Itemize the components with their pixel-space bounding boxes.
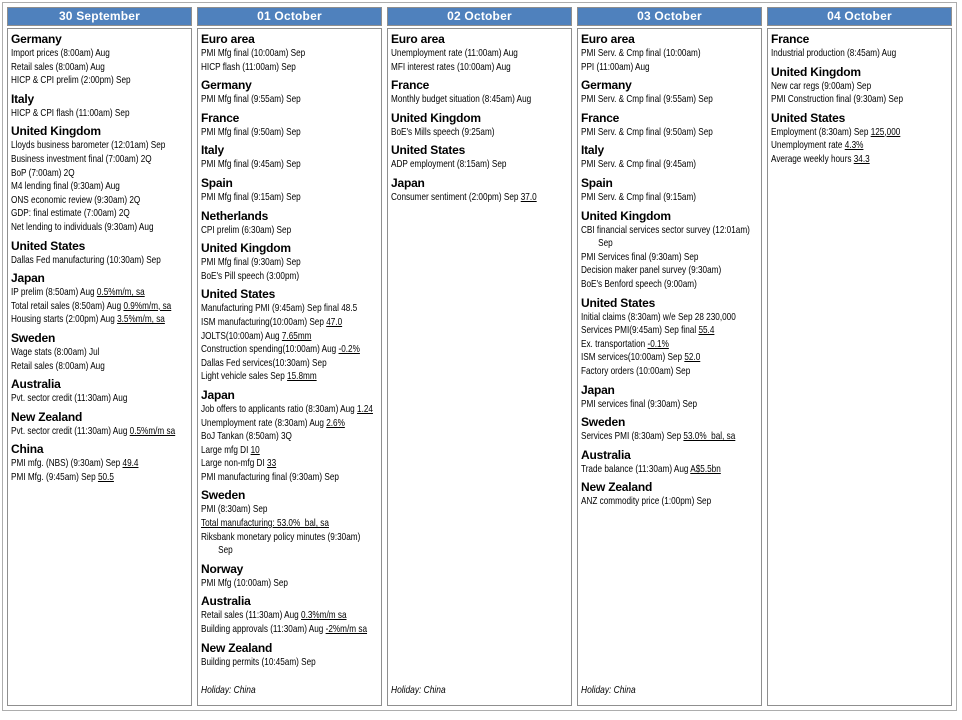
country-name: Spain <box>201 175 233 190</box>
country-section <box>11 92 190 121</box>
country-section <box>391 176 570 205</box>
event-item: ISM services(10:00am) Sep 52.0 <box>581 351 701 364</box>
event-item: Initial claims (8:30am) w/e Sep 28 230,000 <box>581 310 736 323</box>
event-value: 49.4 <box>122 457 139 470</box>
event-item: ADP employment (8:15am) Sep <box>391 158 507 171</box>
event-item: Unemployment rate 4.3% <box>771 139 864 152</box>
event-item: ONS economic review (9:30am) 2Q <box>11 193 141 206</box>
country-name: France <box>581 110 620 125</box>
event-item: Services PMI (8:30am) Sep 53.0% bal, sa <box>581 430 736 443</box>
event-value: 34.3 <box>853 152 870 165</box>
event-item: Retail sales (8:00am) Aug <box>11 60 105 73</box>
country-section <box>201 594 380 636</box>
country-section <box>201 209 380 238</box>
country-name: Euro area <box>581 32 635 46</box>
event-item: Job offers to applicants ratio (8:30am) Aug 1.24 <box>201 402 373 415</box>
event-value: 1.24 <box>357 402 373 415</box>
event-value: 0.3%m/m sa <box>301 609 347 622</box>
holiday-note: Holiday: China <box>391 684 446 697</box>
country-name: Spain <box>581 175 613 190</box>
country-name: Sweden <box>11 330 56 345</box>
event-item: New car regs (9:00am) Sep <box>771 79 872 92</box>
event-item: Services PMI(9:45am) Sep final 55.4 <box>581 324 715 337</box>
event-value: 33 <box>267 457 277 470</box>
event-item: Retail sales (11:30am) Aug 0.3%m/m sa <box>201 609 347 622</box>
event-value: 55.4 <box>698 324 715 337</box>
country-section <box>11 410 190 439</box>
country-section <box>11 32 190 88</box>
country-section <box>581 32 760 74</box>
event-item: Employment (8:30am) Sep 125,000 <box>771 125 901 138</box>
country-section <box>391 143 570 172</box>
country-name: Netherlands <box>201 208 269 223</box>
country-name: Australia <box>11 377 61 392</box>
event-value: 50.5 <box>97 470 114 483</box>
event-item: Retail sales (8:00am) Aug <box>11 359 105 372</box>
country-section <box>771 32 950 61</box>
event-item: Decision maker panel survey (9:30am) <box>581 264 722 277</box>
day-column <box>7 28 192 706</box>
event-item: Ex. transportation -0.1% <box>581 337 669 350</box>
event-value: -0.1% <box>647 337 669 350</box>
event-item: Monthly budget situation (8:45am) Aug <box>391 93 532 106</box>
country-section <box>581 209 760 292</box>
event-value: 53.0% bal, sa <box>683 430 736 443</box>
country-name: United Kingdom <box>201 241 291 256</box>
event-value: 7.65mm <box>281 329 312 342</box>
country-name: New Zealand <box>201 640 273 655</box>
event-item: PMI (8:30am) Sep <box>201 503 268 516</box>
event-value: 47.0 <box>326 315 343 328</box>
country-section <box>11 377 190 406</box>
event-item: Lloyds business barometer (12:01am) Sep <box>11 139 166 152</box>
event-item: Building permits (10:45am) Sep <box>201 655 316 668</box>
country-section <box>771 111 950 167</box>
country-section <box>581 143 760 172</box>
country-name: United Kingdom <box>581 208 671 223</box>
country-name: France <box>391 78 430 93</box>
country-section <box>581 176 760 205</box>
event-item: PMI Serv. & Cmp final (9:15am) <box>581 190 697 203</box>
event-item: Consumer sentiment (2:00pm) Sep 37.0 <box>391 190 537 203</box>
event-item: PMI Serv. & Cmp final (9:45am) <box>581 158 697 171</box>
event-item: PMI Mfg final (9:50am) Sep <box>201 125 301 138</box>
event-item: PMI Mfg final (9:30am) Sep <box>201 256 301 269</box>
country-section <box>391 32 570 74</box>
country-section <box>11 442 190 484</box>
country-section <box>581 78 760 107</box>
event-item: M4 lending final (9:30am) Aug <box>11 180 120 193</box>
event-item: IP prelim (8:50am) Aug 0.5%m/m, sa <box>11 286 145 299</box>
event-item: PMI mfg. (NBS) (9:30am) Sep 49.4 <box>11 457 139 470</box>
event-item: CBI financial services sector survey (12:01am) <box>581 223 750 236</box>
country-name: Japan <box>391 175 425 190</box>
country-name: Sweden <box>201 488 246 503</box>
country-name: France <box>771 32 810 46</box>
event-item: Factory orders (10:00am) Sep <box>581 364 691 377</box>
country-name: United States <box>391 143 466 158</box>
event-item: Unemployment rate (11:00am) Aug <box>391 47 518 59</box>
event-value: 10 <box>250 443 260 456</box>
event-item: BoJ Tankan (8:50am) 3Q <box>201 430 292 443</box>
country-name: Australia <box>581 447 631 462</box>
event-value: 15.8mm <box>287 370 317 383</box>
event-item: BoP (7:00am) 2Q <box>11 166 75 179</box>
event-continuation: Sep <box>598 237 613 250</box>
event-item: Pvt. sector credit (11:30am) Aug <box>11 392 128 405</box>
day-header: 01 October <box>197 7 382 26</box>
country-section <box>201 641 380 670</box>
event-item: Total retail sales (8:50am) Aug 0.9%m/m, sa <box>11 299 172 312</box>
event-item: Import prices (8:00am) Aug <box>11 47 110 59</box>
event-item: ANZ commodity price (1:00pm) Sep <box>581 495 712 508</box>
event-item: MFI interest rates (10:00am) Aug <box>391 60 511 73</box>
event-item: Trade balance (11:30am) Aug A$5.5bn <box>581 462 721 475</box>
day-column <box>767 28 952 706</box>
event-item: PMI Mfg final (9:15am) Sep <box>201 190 301 203</box>
country-section <box>201 241 380 283</box>
country-section <box>581 480 760 509</box>
country-section <box>581 296 760 379</box>
event-item: PMI Services final (9:30am) Sep <box>581 250 699 263</box>
country-section <box>11 239 190 268</box>
event-item: PMI Mfg (10:00am) Sep <box>201 576 288 589</box>
country-name: Sweden <box>581 415 626 430</box>
country-name: United Kingdom <box>391 110 481 125</box>
event-item: BoE's Mills speech (9:25am) <box>391 125 495 138</box>
country-name: New Zealand <box>11 409 83 424</box>
event-item: Dallas Fed manufacturing (10:30am) Sep <box>11 253 161 266</box>
country-section <box>201 562 380 591</box>
country-name: Germany <box>11 32 62 46</box>
event-item: PMI Serv. & Cmp final (9:50am) Sep <box>581 125 713 138</box>
country-section <box>581 111 760 140</box>
event-item: Unemployment rate (8:30am) Aug 2.6% <box>201 416 345 429</box>
country-section <box>771 65 950 107</box>
event-item: BoE's Benford speech (9:00am) <box>581 277 697 290</box>
country-name: Euro area <box>391 32 445 46</box>
country-section <box>201 176 380 205</box>
event-item: HICP & CPI flash (11:00am) Sep <box>11 106 130 119</box>
holiday-note: Holiday: China <box>201 684 256 697</box>
country-name: Italy <box>581 143 605 158</box>
day-column <box>577 28 762 706</box>
event-item: Dallas Fed services(10:30am) Sep <box>201 356 327 369</box>
event-value: 2.6% <box>326 416 345 429</box>
event-item: ISM manufacturing(10:00am) Sep 47.0 <box>201 315 343 328</box>
event-value: 3.5%m/m, sa <box>117 313 165 326</box>
country-section <box>581 415 760 444</box>
event-item: GDP: final estimate (7:00am) 2Q <box>11 207 130 220</box>
event-item: Riksbank monetary policy minutes (9:30am) <box>201 530 361 543</box>
event-continuation: Sep <box>218 544 233 557</box>
country-name: Italy <box>11 91 35 106</box>
event-item: PMI services final (9:30am) Sep <box>581 397 698 410</box>
event-item: Manufacturing PMI (9:45am) Sep final 48.5 <box>201 302 358 315</box>
country-name: Japan <box>201 387 235 402</box>
event-item: PMI Serv. & Cmp final (10:00am) <box>581 47 701 59</box>
country-section <box>391 78 570 107</box>
day-header: 03 October <box>577 7 762 26</box>
country-name: New Zealand <box>581 480 653 495</box>
calendar-grid <box>7 7 952 706</box>
country-name: United States <box>11 238 86 253</box>
event-item: PMI Mfg final (9:55am) Sep <box>201 93 301 106</box>
event-value: 0.9%m/m, sa <box>123 299 172 312</box>
event-value: 52.0 <box>684 351 701 364</box>
event-item: PMI Mfg. (9:45am) Sep 50.5 <box>11 470 114 483</box>
country-name: Italy <box>201 143 225 158</box>
event-item: Average weekly hours 34.3 <box>771 152 870 165</box>
country-name: Australia <box>201 594 251 609</box>
event-value: 4.3% <box>844 139 864 152</box>
event-item: Net lending to individuals (9:30am) Aug <box>11 220 154 233</box>
country-section <box>11 124 190 234</box>
event-item: Total manufacturing: 53.0% bal, sa <box>201 517 329 530</box>
day-column <box>197 28 382 706</box>
calendar-frame <box>2 2 957 711</box>
event-item: PMI Mfg final (10:00am) Sep <box>201 47 306 59</box>
event-item: CPI prelim (6:30am) Sep <box>201 223 292 236</box>
country-section <box>201 111 380 140</box>
country-name: United Kingdom <box>11 124 101 139</box>
event-item: JOLTS(10:00am) Aug 7.65mm <box>201 329 312 342</box>
event-item: PMI Mfg final (9:45am) Sep <box>201 158 301 171</box>
event-item: Building approvals (11:30am) Aug -2%m/m sa <box>201 623 368 636</box>
country-name: United States <box>581 295 656 310</box>
event-value: 37.0 <box>520 190 537 203</box>
event-value: A$5.5bn <box>690 462 721 475</box>
event-item: Construction spending(10:00am) Aug -0.2% <box>201 343 360 356</box>
country-section <box>201 388 380 485</box>
event-item: Industrial production (8:45am) Aug <box>771 47 897 59</box>
day-header: 30 September <box>7 7 192 26</box>
country-section <box>581 448 760 477</box>
event-item: Light vehicle sales Sep 15.8mm <box>201 370 317 383</box>
country-name: Japan <box>11 271 45 286</box>
event-item: PMI Construction final (9:30am) Sep <box>771 93 904 106</box>
country-section <box>11 331 190 373</box>
country-name: China <box>11 442 44 457</box>
country-name: France <box>201 110 240 125</box>
event-value: 0.5%m/m sa <box>129 424 176 437</box>
event-value: 0.5%m/m, sa <box>96 286 145 299</box>
event-value: -0.2% <box>338 343 360 356</box>
country-name: Norway <box>201 561 244 576</box>
holiday-note: Holiday: China <box>581 684 636 697</box>
country-name: Germany <box>581 78 632 93</box>
event-item: Large mfg DI 10 <box>201 443 260 456</box>
event-value: 125,000 <box>870 125 901 138</box>
country-name: Euro area <box>201 32 255 46</box>
event-item: Housing starts (2:00pm) Aug 3.5%m/m, sa <box>11 313 165 326</box>
event-item: Pvt. sector credit (11:30am) Aug 0.5%m/m sa <box>11 424 176 437</box>
event-item: HICP flash (11:00am) Sep <box>201 60 296 73</box>
country-section <box>391 111 570 140</box>
event-item: PMI manufacturing final (9:30am) Sep <box>201 470 339 483</box>
country-name: United States <box>771 110 846 125</box>
event-item: Business investment final (7:00am) 2Q <box>11 152 152 165</box>
country-name: Japan <box>581 382 615 397</box>
event-item: Wage stats (8:00am) Jul <box>11 345 100 358</box>
country-name: United States <box>201 287 276 302</box>
country-section <box>11 271 190 327</box>
country-section <box>201 143 380 172</box>
country-section <box>201 78 380 107</box>
country-section <box>201 488 380 557</box>
event-item: HICP & CPI prelim (2:00pm) Sep <box>11 74 131 87</box>
event-item: PMI Serv. & Cmp final (9:55am) Sep <box>581 93 713 106</box>
event-item: PPI (11:00am) Aug <box>581 60 650 73</box>
event-item: BoE's Pill speech (3:00pm) <box>201 269 300 282</box>
day-header: 04 October <box>767 7 952 26</box>
country-section <box>581 383 760 412</box>
day-header: 02 October <box>387 7 572 26</box>
country-section <box>201 32 380 74</box>
event-item: Large non-mfg DI 33 <box>201 457 277 470</box>
day-column <box>387 28 572 706</box>
event-value: -2%m/m sa <box>325 623 368 636</box>
country-name: United Kingdom <box>771 64 861 79</box>
country-name: Germany <box>201 78 252 93</box>
country-section <box>201 287 380 384</box>
